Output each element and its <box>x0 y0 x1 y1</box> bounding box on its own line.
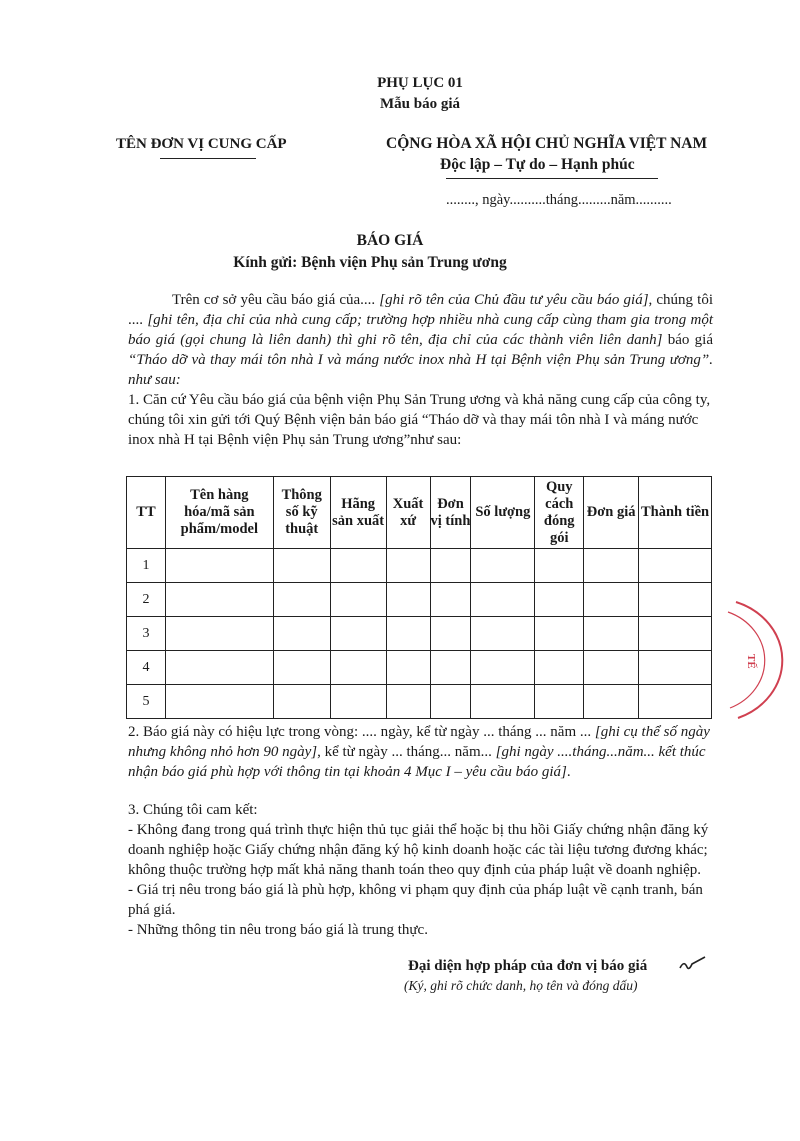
commitment-item: - Những thông tin nêu trong báo giá là trung thực. <box>128 922 428 938</box>
row-number: 2 <box>127 583 166 617</box>
row-number: 1 <box>127 549 166 583</box>
nation-heading: CỘNG HÒA XÃ HỘI CHỦ NGHĨA VIỆT NAM <box>386 135 708 152</box>
col-header-unit: Đơn vị tính <box>430 477 471 549</box>
intro-note-2: [ghi tên, địa chỉ của nhà cung cấp; trường hợp nhiều nhà cung cấp cùng tham gia trong một báo giá (gọi chung là liên danh) thì ghi rõ tên, địa chỉ của các thành viên liên danh] <box>128 312 714 348</box>
table-row <box>127 617 712 651</box>
quote-table <box>126 476 712 719</box>
section-2-text-2: , kể từ ngày ... tháng... năm... <box>317 744 496 760</box>
col-header-quantity: Số lượng <box>471 477 535 549</box>
section-2-text-3: . <box>566 764 571 780</box>
intro-paragraph <box>128 290 713 390</box>
col-header-spec: Thông số kỹ thuật <box>273 477 330 549</box>
signer-note: (Ký, ghi rõ chức danh, họ tên và đóng dấu) <box>404 978 638 993</box>
intro-note-3: “Tháo dỡ và thay mái tôn nhà I và máng nước inox nhà H tại Bệnh viện Phụ sản Trung ương”. như sau: <box>128 352 713 388</box>
section-1-paragraph: 1. Căn cứ Yêu cầu báo giá của bệnh viện Phụ Sản Trung ương và khả năng cung cấp của công ty, chúng tôi xin gửi tới Quý Bệnh viện bản báo giá “Tháo dỡ và thay mái tôn nhà I và máng nước inox nhà H tại Bệnh viện Phụ sản Trung ương”như sau: <box>128 392 711 448</box>
section-2-paragraph <box>128 722 713 782</box>
table-row <box>127 549 712 583</box>
section-2-text-1: 2. Báo giá này có hiệu lực trong vòng: .... ngày, kể từ ngày ... tháng ... năm ... <box>128 724 595 740</box>
red-stamp-fragment <box>726 600 796 720</box>
motto-underline <box>446 178 658 179</box>
intro-text-1: Trên cơ sở yêu cầu báo giá của.... <box>172 292 380 308</box>
commitment-item: - Giá trị nêu trong báo giá là phù hợp, không vi phạm quy định của pháp luật về cạnh tranh, bán phá giá. <box>128 882 703 918</box>
col-header-amount: Thành tiền <box>639 477 712 549</box>
col-header-product: Tên hàng hóa/mã sản phẩm/model <box>165 477 273 549</box>
recipient-line: Kính gửi: Bệnh viện Phụ sản Trung ương <box>233 254 507 271</box>
col-header-manufacturer: Hãng sản xuất <box>330 477 386 549</box>
dateline: ........, ngày..........tháng.........năm.......... <box>446 192 672 208</box>
section-2-note-1: [ghi cụ thể số ngày nhưng không nhỏ hơn 90 ngày] <box>128 724 710 760</box>
appendix-title: PHỤ LỤC 01 <box>377 75 463 91</box>
intro-text-3: báo giá <box>662 332 714 348</box>
supplier-name: TÊN ĐƠN VỊ CUNG CẤP <box>116 136 287 152</box>
row-number: 5 <box>127 685 166 719</box>
table-row <box>127 685 712 719</box>
section-3-heading: 3. Chúng tôi cam kết: <box>128 802 258 818</box>
section-3 <box>128 800 713 940</box>
stamp-text: TẾ <box>745 654 757 669</box>
table-row <box>127 583 712 617</box>
table-row <box>127 651 712 685</box>
commitment-item: - Không đang trong quá trình thực hiện thủ tục giải thể hoặc bị thu hồi Giấy chứng nhận đăng ký doanh nghiệp hoặc Giấy chứng nhận đăng ký hộ kinh doanh hoặc các tài liệu tương đương khác; không thuộc trường hợp mất khả năng thanh toán theo quy định của pháp luật về doanh nghiệp. <box>128 822 709 878</box>
quote-table-header <box>127 477 712 549</box>
section-2-note-2: [ghi ngày ....tháng...năm... kết thúc nhận báo giá phù hợp với thông tin tại khoản 4 Mục I – yêu cầu báo giá] <box>128 744 706 780</box>
row-number: 3 <box>127 617 166 651</box>
col-header-packaging: Quy cách đóng gói <box>535 477 584 549</box>
intro-text-2: , chúng tôi .... <box>128 292 714 328</box>
row-number: 4 <box>127 651 166 685</box>
col-header-unit-price: Đơn giá <box>584 477 639 549</box>
initials-mark <box>678 954 708 974</box>
intro-note-1: [ghi rõ tên của Chủ đầu tư yêu cầu báo giá] <box>379 292 649 308</box>
signer-title: Đại diện hợp pháp của đơn vị báo giá <box>408 958 648 974</box>
appendix-subtitle: Mẫu báo giá <box>379 96 460 112</box>
supplier-underline <box>160 158 256 159</box>
document-title: BÁO GIÁ <box>356 232 424 249</box>
motto: Độc lập – Tự do – Hạnh phúc <box>440 156 635 173</box>
col-header-origin: Xuất xứ <box>386 477 430 549</box>
col-header-tt: TT <box>127 477 166 549</box>
